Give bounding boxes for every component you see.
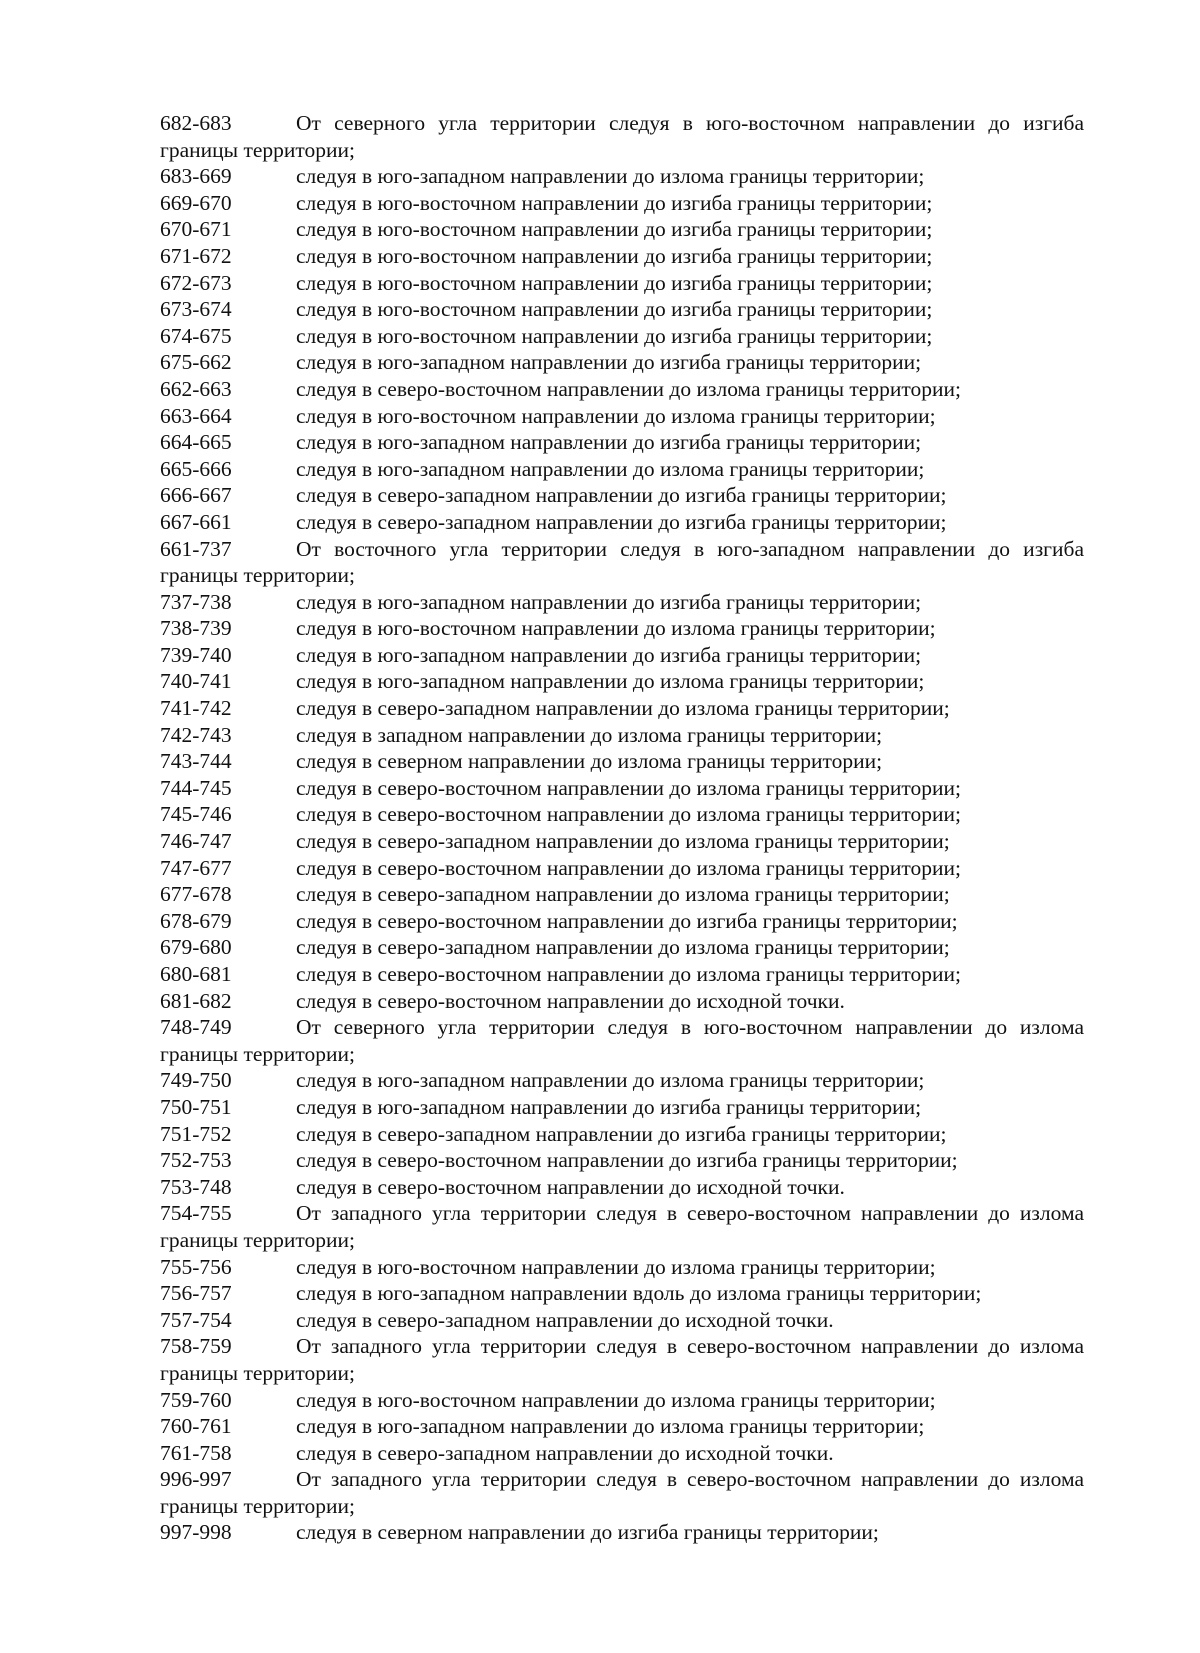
list-item [160, 403, 1084, 430]
segment-description: следуя в юго-восточном направлении до изгиба границы территории; [296, 297, 933, 322]
segment-description: следуя в северо-восточном направлении до излома границы территории; [296, 855, 961, 880]
segment-description: следуя в юго-восточном направлении до изгиба границы территории; [296, 217, 933, 242]
segment-description: следуя в северном направлении до излома границы территории; [296, 749, 883, 774]
list-item [160, 1307, 1084, 1334]
segment-code: 753-748 [160, 1174, 232, 1199]
segment-code: 677-678 [160, 882, 232, 907]
segment-description: следуя в северо-западном направлении до излома границы территории; [296, 882, 950, 907]
segment-code: 669-670 [160, 190, 232, 215]
list-item [160, 934, 1084, 961]
segment-code: 667-661 [160, 509, 232, 534]
list-item [160, 536, 1084, 589]
segment-description: От северного угла территории следуя в юго-восточном направлении до изгиба границы территории; [160, 111, 1084, 162]
list-item [160, 482, 1084, 509]
segment-code: 739-740 [160, 642, 232, 667]
list-item [160, 429, 1084, 456]
list-item [160, 1014, 1084, 1067]
segment-description: следуя в юго-восточном направлении до изгиба границы территории; [296, 190, 933, 215]
list-item [160, 190, 1084, 217]
segment-code: 749-750 [160, 1068, 232, 1093]
segment-code: 741-742 [160, 696, 232, 721]
segment-description: следуя в юго-восточном направлении до изгиба границы территории; [296, 243, 933, 268]
segment-description: следуя в юго-восточном направлении до излома границы территории; [296, 1387, 936, 1412]
segment-description: следуя в юго-восточном направлении до излома границы территории; [296, 403, 936, 428]
list-item [160, 1440, 1084, 1467]
list-item [160, 216, 1084, 243]
list-item [160, 775, 1084, 802]
list-item [160, 296, 1084, 323]
segment-code: 743-744 [160, 749, 232, 774]
segment-description: следуя в северо-восточном направлении до излома границы территории; [296, 962, 961, 986]
segment-description: следуя в северо-восточном направлении до изгиба границы территории; [296, 1148, 958, 1173]
list-item [160, 748, 1084, 775]
segment-code: 675-662 [160, 350, 232, 375]
segment-code: 754-755 [160, 1201, 232, 1226]
list-item [160, 1519, 1084, 1546]
segment-code: 679-680 [160, 935, 232, 960]
segment-description: следуя в северо-западном направлении до исходной точки. [296, 1440, 834, 1465]
segment-code: 759-760 [160, 1387, 232, 1412]
list-item [160, 855, 1084, 882]
segment-code: 664-665 [160, 430, 232, 455]
segment-description: следуя в юго-восточном направлении до излома границы территории; [296, 1254, 936, 1279]
segment-description: следуя в северо-западном направлении до исходной точки. [296, 1307, 834, 1332]
list-item [160, 801, 1084, 828]
segment-code: 674-675 [160, 323, 232, 348]
list-item [160, 1333, 1084, 1386]
segment-description: следуя в северо-восточном направлении до исходной точки. [296, 988, 845, 1013]
segment-description: следуя в юго-западном направлении до изгиба границы территории; [296, 589, 922, 614]
segment-code: 740-741 [160, 669, 232, 694]
list-item [160, 270, 1084, 297]
list-item [160, 1254, 1084, 1281]
list-item [160, 110, 1084, 163]
list-item [160, 1174, 1084, 1201]
segment-description: следуя в северо-западном направлении до изгиба границы территории; [296, 1121, 947, 1146]
segment-code: 738-739 [160, 616, 232, 641]
segment-code: 682-683 [160, 111, 232, 135]
list-item [160, 323, 1084, 350]
segment-code: 758-759 [160, 1334, 232, 1359]
segment-code: 761-758 [160, 1440, 232, 1465]
segment-description: следуя в юго-западном направлении до излома границы территории; [296, 669, 925, 694]
list-item [160, 722, 1084, 749]
segment-description: следуя в юго-западном направлении до изгиба границы территории; [296, 642, 922, 667]
segment-code: 666-667 [160, 483, 232, 508]
segment-description: От западного угла территории следуя в северо-восточном направлении до излома границы территории; [160, 1334, 1084, 1385]
segment-code: 737-738 [160, 589, 232, 614]
list-item [160, 589, 1084, 616]
list-item [160, 908, 1084, 935]
segment-code: 750-751 [160, 1094, 232, 1119]
segment-description: следуя в юго-восточном направлении до изгиба границы территории; [296, 270, 933, 295]
list-item [160, 961, 1084, 988]
list-item [160, 1413, 1084, 1440]
list-item [160, 615, 1084, 642]
segment-description: следуя в юго-западном направлении до изгиба границы территории; [296, 350, 922, 375]
segment-description: следуя в юго-западном направлении до излома границы территории; [296, 456, 925, 481]
segment-code: 744-745 [160, 775, 232, 800]
segment-description: От восточного угла территории следуя в юго-западном направлении до изгиба границы территории; [160, 536, 1084, 588]
segment-code: 747-677 [160, 855, 232, 880]
segment-code: 673-674 [160, 297, 232, 322]
segment-code: 756-757 [160, 1281, 232, 1306]
list-item [160, 1280, 1084, 1307]
segment-description: следуя в северо-восточном направлении до излома границы территории; [296, 376, 961, 401]
segment-description: следуя в северо-восточном направлении до исходной точки. [296, 1174, 845, 1199]
segment-code: 661-737 [160, 536, 232, 561]
list-item [160, 1387, 1084, 1414]
segment-code: 748-749 [160, 1015, 232, 1040]
segment-description: следуя в северо-западном направлении до излома границы территории; [296, 829, 950, 854]
list-item [160, 695, 1084, 722]
segment-description: следуя в северо-восточном направлении до излома границы территории; [296, 775, 961, 800]
segment-description: От западного угла территории следуя в северо-восточном направлении до излома границы территории; [160, 1201, 1084, 1252]
segment-code: 752-753 [160, 1148, 232, 1173]
segment-description: следуя в северо-западном направлении до излома границы территории; [296, 696, 950, 721]
list-item [160, 828, 1084, 855]
list-item [160, 1121, 1084, 1148]
list-item [160, 1147, 1084, 1174]
list-item [160, 1067, 1084, 1094]
segment-code: 746-747 [160, 829, 232, 854]
segment-description: следуя в юго-восточном направлении до излома границы территории; [296, 616, 936, 641]
segment-code: 757-754 [160, 1307, 232, 1332]
list-item [160, 1094, 1084, 1121]
segment-description: следуя в северо-восточном направлении до излома границы территории; [296, 802, 961, 827]
list-item [160, 456, 1084, 483]
list-item [160, 1466, 1084, 1519]
segment-code: 745-746 [160, 802, 232, 827]
segment-code: 671-672 [160, 243, 232, 268]
segment-code: 742-743 [160, 722, 232, 747]
list-item [160, 349, 1084, 376]
segment-description: следуя в юго-восточном направлении до изгиба границы территории; [296, 323, 933, 348]
segment-description: следуя в юго-западном направлении вдоль до излома границы территории; [296, 1281, 982, 1306]
segment-code: 681-682 [160, 988, 232, 1013]
segment-description: следуя в юго-западном направлении до изгиба границы территории; [296, 1094, 922, 1119]
segment-description: следуя в северном направлении до изгиба границы территории; [296, 1520, 879, 1545]
segment-description: следуя в юго-западном направлении до изгиба границы территории; [296, 430, 922, 455]
segment-code: 670-671 [160, 217, 232, 242]
list-item [160, 376, 1084, 403]
segment-code: 751-752 [160, 1121, 232, 1146]
boundary-description-list [160, 110, 1084, 1546]
segment-description: следуя в северо-западном направлении до излома границы территории; [296, 935, 950, 960]
segment-code: 665-666 [160, 456, 232, 481]
segment-code: 662-663 [160, 376, 232, 401]
list-item [160, 881, 1084, 908]
segment-code: 996-997 [160, 1467, 232, 1492]
segment-description: От западного угла территории следуя в северо-восточном направлении до излома границы территории; [160, 1467, 1084, 1518]
segment-code: 997-998 [160, 1520, 232, 1545]
segment-code: 680-681 [160, 962, 232, 986]
list-item [160, 163, 1084, 190]
list-item [160, 988, 1084, 1015]
segment-code: 760-761 [160, 1414, 232, 1439]
list-item [160, 509, 1084, 536]
list-item [160, 642, 1084, 669]
list-item [160, 668, 1084, 695]
segment-description: следуя в юго-западном направлении до излома границы территории; [296, 164, 925, 189]
segment-description: следуя в западном направлении до излома границы территории; [296, 722, 883, 747]
segment-code: 755-756 [160, 1254, 232, 1279]
segment-description: От северного угла территории следуя в юго-восточном направлении до излома границы территории; [160, 1015, 1084, 1066]
segment-description: следуя в северо-западном направлении до изгиба границы территории; [296, 509, 947, 534]
list-item [160, 1200, 1084, 1253]
segment-description: следуя в юго-западном направлении до излома границы территории; [296, 1068, 925, 1093]
segment-code: 663-664 [160, 403, 232, 428]
segment-code: 678-679 [160, 908, 232, 933]
segment-description: следуя в юго-западном направлении до излома границы территории; [296, 1414, 925, 1439]
list-item [160, 243, 1084, 270]
segment-code: 672-673 [160, 270, 232, 295]
segment-description: следуя в северо-западном направлении до изгиба границы территории; [296, 483, 947, 508]
segment-code: 683-669 [160, 164, 232, 189]
segment-description: следуя в северо-восточном направлении до изгиба границы территории; [296, 908, 958, 933]
